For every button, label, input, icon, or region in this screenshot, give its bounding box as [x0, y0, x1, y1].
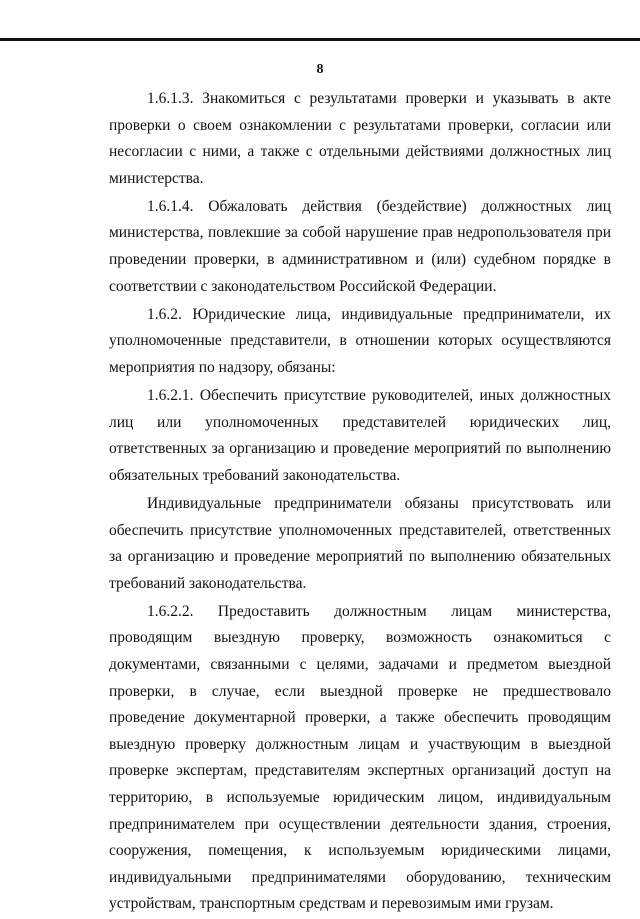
paragraph-1-6-2-2: 1.6.2.2. Предоставить должностным лицам министерства, проводящим выездную проверку, возможность ознакомиться с документами, связанными с целями, задачами и предметом выездной проверки, в случае, если выездной проверке не предшествовало проведение документарной проверки, а также обеспечить проводящим выездную проверку должностным лицам и участвующим в выездной проверке экспертам, представителям экспертных организаций доступ на территорию, в используемые юридическим лицом, индивидуальным предпринимателем при осуществлении деятельности здания, строения, сооружения, помещения, к используемым юридическими лицами, индивидуальными предпринимателями оборудованию, техническим устройствам, транспортным средствам и перевозимым ими грузам.: [109, 602, 611, 913]
paragraph-1-6-2-1: 1.6.2.1. Обеспечить присутствие руководителей, иных должностных лиц или уполномоченных представителей юридических лиц, ответственных за организацию и проведение мероприятий по выполнению обязательных требований законодательства.: [109, 387, 611, 484]
header-rule: [0, 38, 640, 41]
paragraph-1-6-1-3: 1.6.1.3. Знакомиться с результатами проверки и указывать в акте проверки о своем ознакомлении с результатами проверки, согласии или несогласии с ними, а также с отдельными действиями должностных лиц министерства.: [109, 90, 611, 187]
document-body: [109, 86, 611, 919]
page-number: 8: [316, 62, 324, 77]
paragraph-1-6-1-4: 1.6.1.4. Обжаловать действия (бездействие) должностных лиц министерства, повлекшие за собой нарушение прав недропользователя при проведении проверки, в административном и (или) судебном порядке в соответствии с законодательством Российской Федерации.: [109, 197, 611, 295]
paragraph-entrepreneurs: Индивидуальные предприниматели обязаны присутствовать или обеспечить присутствие уполномоченных представителей, ответственных за организацию и проведение мероприятий по выполнению обязательных требований законодательства.: [109, 494, 611, 592]
paragraph-1-6-2: 1.6.2. Юридические лица, индивидуальные предприниматели, их уполномоченные представители, в отношении которых осуществляются мероприятия по надзору, обязаны:: [109, 305, 611, 376]
